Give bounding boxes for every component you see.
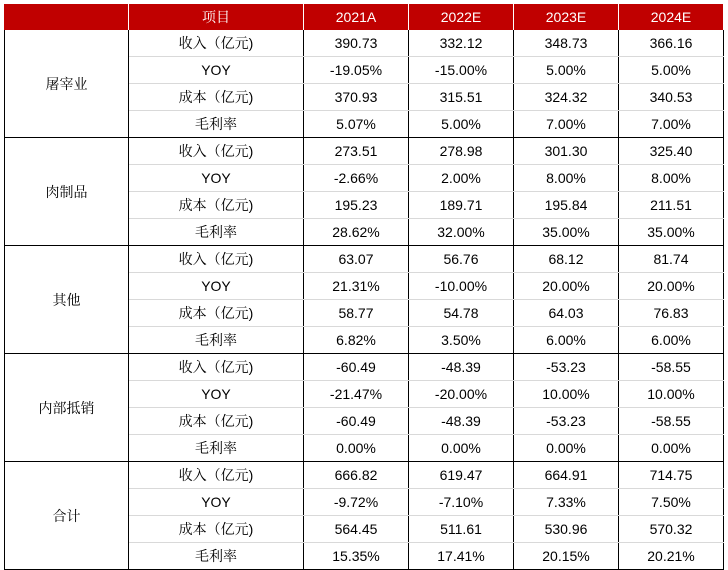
value-cell: -7.10% <box>409 489 514 516</box>
segment-name-cell: 屠宰业 <box>5 30 129 138</box>
value-cell: 35.00% <box>619 219 724 246</box>
value-cell: 315.51 <box>409 84 514 111</box>
value-cell: 35.00% <box>514 219 619 246</box>
metric-label-cell: 收入（亿元) <box>129 138 304 165</box>
value-cell: 0.00% <box>304 435 409 462</box>
value-cell: 0.00% <box>409 435 514 462</box>
metric-label-cell: 成本（亿元) <box>129 408 304 435</box>
value-cell: 189.71 <box>409 192 514 219</box>
value-cell: 5.00% <box>409 111 514 138</box>
segment-name-cell: 内部抵销 <box>5 354 129 462</box>
metric-label-cell: 收入（亿元) <box>129 462 304 489</box>
table-row <box>5 246 724 273</box>
metric-label-cell: 毛利率 <box>129 219 304 246</box>
metric-label-cell: 毛利率 <box>129 111 304 138</box>
value-cell: -19.05% <box>304 57 409 84</box>
value-cell: -58.55 <box>619 408 724 435</box>
value-cell: 511.61 <box>409 516 514 543</box>
table-row <box>5 30 724 57</box>
value-cell: 6.00% <box>514 327 619 354</box>
value-cell: -2.66% <box>304 165 409 192</box>
value-cell: 366.16 <box>619 30 724 57</box>
value-cell: -21.47% <box>304 381 409 408</box>
value-cell: 6.00% <box>619 327 724 354</box>
value-cell: 340.53 <box>619 84 724 111</box>
value-cell: 332.12 <box>409 30 514 57</box>
segment-name-cell: 肉制品 <box>5 138 129 246</box>
value-cell: -60.49 <box>304 408 409 435</box>
value-cell: 10.00% <box>619 381 724 408</box>
value-cell: 564.45 <box>304 516 409 543</box>
value-cell: 68.12 <box>514 246 619 273</box>
value-cell: 20.21% <box>619 543 724 570</box>
table-row <box>5 138 724 165</box>
value-cell: 664.91 <box>514 462 619 489</box>
value-cell: -48.39 <box>409 408 514 435</box>
metric-label-cell: 收入（亿元) <box>129 354 304 381</box>
value-cell: -58.55 <box>619 354 724 381</box>
value-cell: 348.73 <box>514 30 619 57</box>
metric-label-cell: YOY <box>129 57 304 84</box>
value-cell: 56.76 <box>409 246 514 273</box>
value-cell: -53.23 <box>514 354 619 381</box>
value-cell: 7.00% <box>514 111 619 138</box>
header-item: 项目 <box>129 4 304 30</box>
value-cell: 6.82% <box>304 327 409 354</box>
table-row <box>5 462 724 489</box>
value-cell: 530.96 <box>514 516 619 543</box>
value-cell: 20.00% <box>514 273 619 300</box>
metric-label-cell: YOY <box>129 489 304 516</box>
value-cell: 195.84 <box>514 192 619 219</box>
value-cell: 76.83 <box>619 300 724 327</box>
value-cell: 195.23 <box>304 192 409 219</box>
value-cell: 17.41% <box>409 543 514 570</box>
value-cell: -20.00% <box>409 381 514 408</box>
metric-label-cell: 毛利率 <box>129 543 304 570</box>
header-year-2021: 2021A <box>304 4 409 30</box>
metric-label-cell: 毛利率 <box>129 327 304 354</box>
metric-label-cell: YOY <box>129 381 304 408</box>
value-cell: 7.00% <box>619 111 724 138</box>
value-cell: 32.00% <box>409 219 514 246</box>
value-cell: 325.40 <box>619 138 724 165</box>
financial-table-container <box>4 4 724 570</box>
value-cell: 273.51 <box>304 138 409 165</box>
metric-label-cell: 成本（亿元) <box>129 516 304 543</box>
value-cell: 7.50% <box>619 489 724 516</box>
value-cell: 64.03 <box>514 300 619 327</box>
value-cell: 7.33% <box>514 489 619 516</box>
value-cell: 21.31% <box>304 273 409 300</box>
header-year-2024: 2024E <box>619 4 724 30</box>
metric-label-cell: 成本（亿元) <box>129 300 304 327</box>
table-row <box>5 354 724 381</box>
metric-label-cell: 收入（亿元) <box>129 30 304 57</box>
value-cell: 15.35% <box>304 543 409 570</box>
value-cell: 714.75 <box>619 462 724 489</box>
value-cell: 666.82 <box>304 462 409 489</box>
value-cell: 3.50% <box>409 327 514 354</box>
value-cell: 54.78 <box>409 300 514 327</box>
metric-label-cell: 成本（亿元) <box>129 192 304 219</box>
metric-label-cell: 成本（亿元) <box>129 84 304 111</box>
segment-name-cell: 合计 <box>5 462 129 570</box>
value-cell: 8.00% <box>619 165 724 192</box>
metric-label-cell: 收入（亿元) <box>129 246 304 273</box>
value-cell: 370.93 <box>304 84 409 111</box>
value-cell: 5.00% <box>619 57 724 84</box>
value-cell: 324.32 <box>514 84 619 111</box>
value-cell: -53.23 <box>514 408 619 435</box>
value-cell: 63.07 <box>304 246 409 273</box>
metric-label-cell: YOY <box>129 273 304 300</box>
header-blank-cell <box>5 4 129 30</box>
segment-financial-table <box>4 4 724 570</box>
value-cell: 390.73 <box>304 30 409 57</box>
value-cell: 10.00% <box>514 381 619 408</box>
value-cell: 20.00% <box>619 273 724 300</box>
table-body <box>5 30 724 570</box>
value-cell: 5.00% <box>514 57 619 84</box>
value-cell: -10.00% <box>409 273 514 300</box>
value-cell: -48.39 <box>409 354 514 381</box>
value-cell: 211.51 <box>619 192 724 219</box>
metric-label-cell: 毛利率 <box>129 435 304 462</box>
value-cell: -60.49 <box>304 354 409 381</box>
value-cell: -9.72% <box>304 489 409 516</box>
header-year-2023: 2023E <box>514 4 619 30</box>
header-row <box>5 4 724 30</box>
value-cell: 570.32 <box>619 516 724 543</box>
value-cell: 5.07% <box>304 111 409 138</box>
header-year-2022: 2022E <box>409 4 514 30</box>
value-cell: 20.15% <box>514 543 619 570</box>
value-cell: 619.47 <box>409 462 514 489</box>
value-cell: 0.00% <box>514 435 619 462</box>
value-cell: 0.00% <box>619 435 724 462</box>
value-cell: 58.77 <box>304 300 409 327</box>
value-cell: 81.74 <box>619 246 724 273</box>
metric-label-cell: YOY <box>129 165 304 192</box>
value-cell: 301.30 <box>514 138 619 165</box>
segment-name-cell: 其他 <box>5 246 129 354</box>
value-cell: 2.00% <box>409 165 514 192</box>
value-cell: 28.62% <box>304 219 409 246</box>
value-cell: 8.00% <box>514 165 619 192</box>
value-cell: -15.00% <box>409 57 514 84</box>
value-cell: 278.98 <box>409 138 514 165</box>
